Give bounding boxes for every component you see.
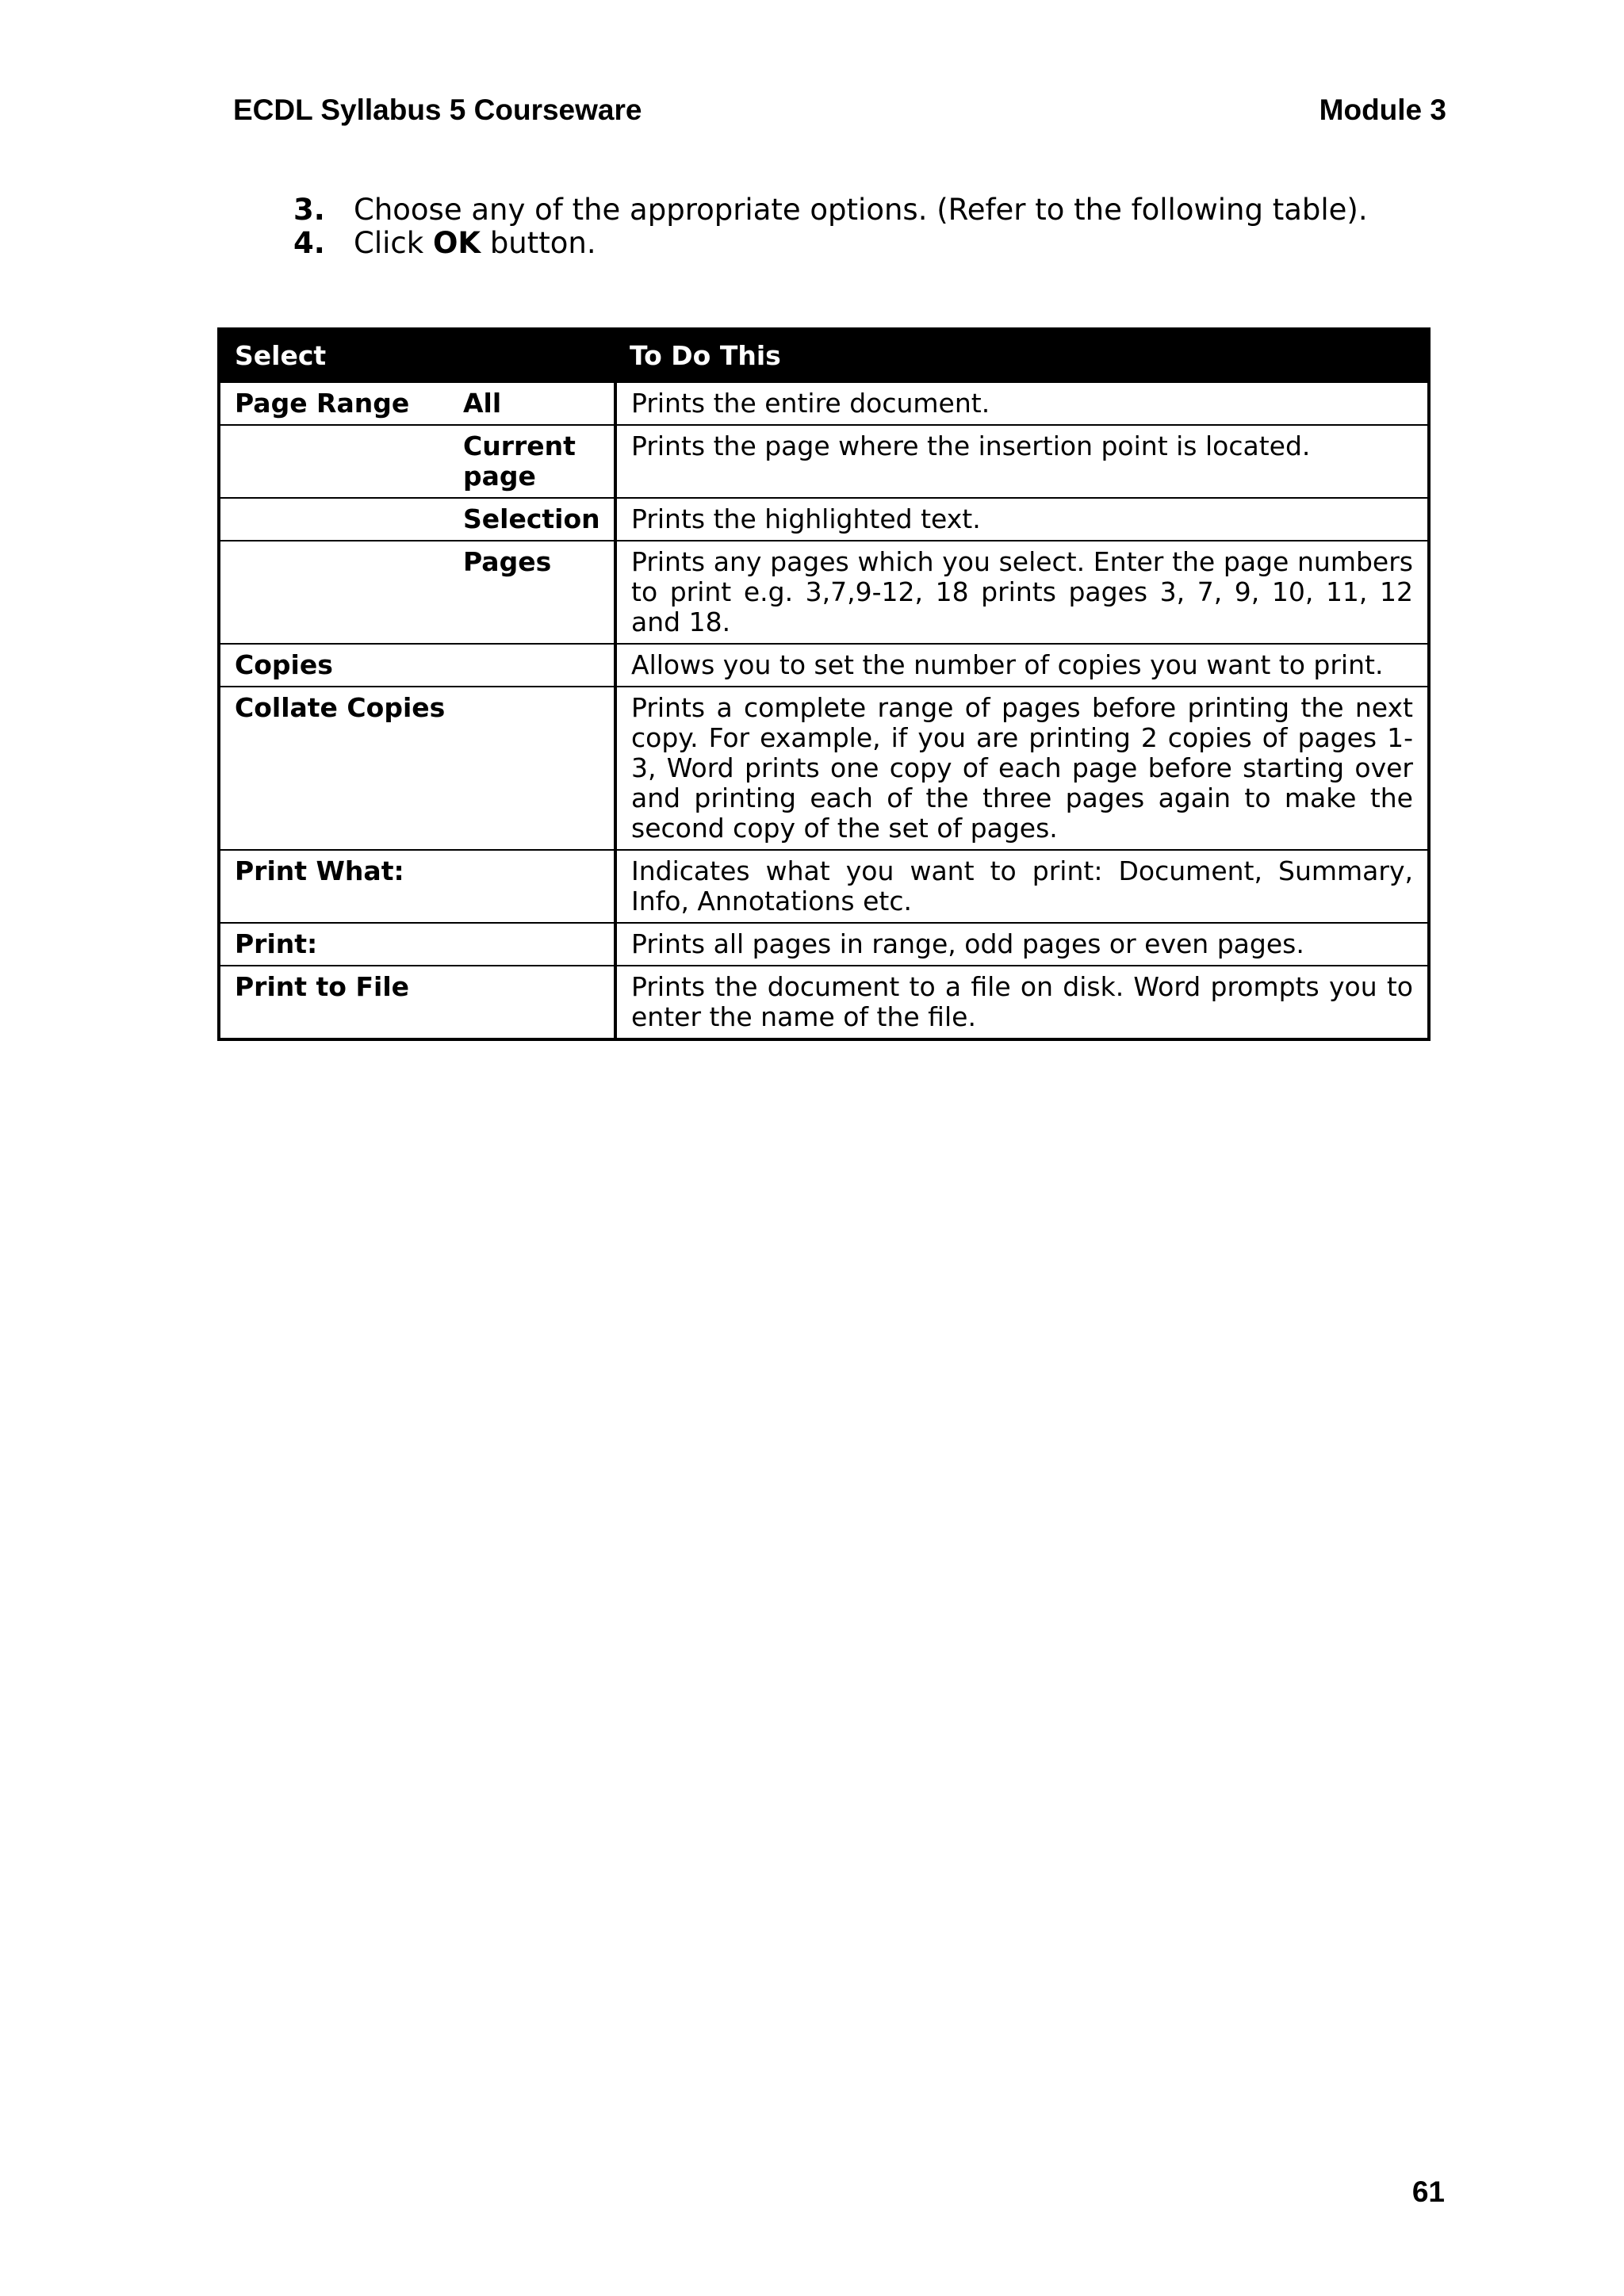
option-description: Prints all pages in range, odd pages or even pages. [615,923,1429,966]
ok-label: OK [432,226,481,260]
option-label: Copies [219,644,615,687]
page-header [233,94,1446,127]
header-todo: To Do This [615,329,1429,382]
sub-option-label: Pages [457,541,615,644]
step-number: 3. [293,193,325,227]
header-title: ECDL Syllabus 5 Courseware [233,94,642,126]
header-select: Select [219,329,615,382]
option-description: Indicates what you want to print: Document, Summary, Info, Annotations etc. [615,850,1429,923]
table-row [219,966,1429,1039]
table-row [219,644,1429,687]
option-description: Prints the page where the insertion point is located. [615,425,1429,498]
option-label: Page Range [219,382,457,425]
sub-option-label: Current page [457,425,615,498]
print-options-table [217,327,1431,1041]
option-label: Print to File [219,966,615,1039]
table-row [219,498,1429,541]
header-module: Module 3 [1319,94,1446,126]
table-row [219,850,1429,923]
option-label: Print What: [219,850,615,923]
table-body [219,382,1429,1039]
option-label [219,425,457,498]
table-row [219,923,1429,966]
step-text: Choose any of the appropriate options. (Refer to the following table). [354,193,1368,227]
sub-option-label: All [457,382,615,425]
table-row [219,382,1429,425]
table-row [219,687,1429,850]
option-label [219,541,457,644]
sub-option-label: Selection [457,498,615,541]
option-description: Allows you to set the number of copies you want to print. [615,644,1429,687]
instruction-steps [293,193,1368,260]
step-4 [293,227,1368,260]
page-number: 61 [1411,2175,1445,2208]
option-label [219,498,457,541]
option-label: Print: [219,923,615,966]
step-number: 4. [293,226,325,260]
option-description: Prints the entire document. [615,382,1429,425]
step-3 [293,193,1368,227]
step-text: Click OK button. [354,226,596,260]
table-row [219,541,1429,644]
option-description: Prints a complete range of pages before printing the next copy. For example, if you are printing 2 copies of pages 1-3, Word prints one copy of each page before starting over and printing each of the three pages again to make the second copy of the set of pages. [615,687,1429,850]
table-row [219,425,1429,498]
option-description: Prints any pages which you select. Enter the page numbers to print e.g. 3,7,9-12, 18 prints pages 3, 7, 9, 10, 11, 12 and 18. [615,541,1429,644]
option-description: Prints the document to a file on disk. Word prompts you to enter the name of the file. [615,966,1429,1039]
option-description: Prints the highlighted text. [615,498,1429,541]
option-label: Collate Copies [219,687,615,850]
table-header-row [219,329,1429,382]
